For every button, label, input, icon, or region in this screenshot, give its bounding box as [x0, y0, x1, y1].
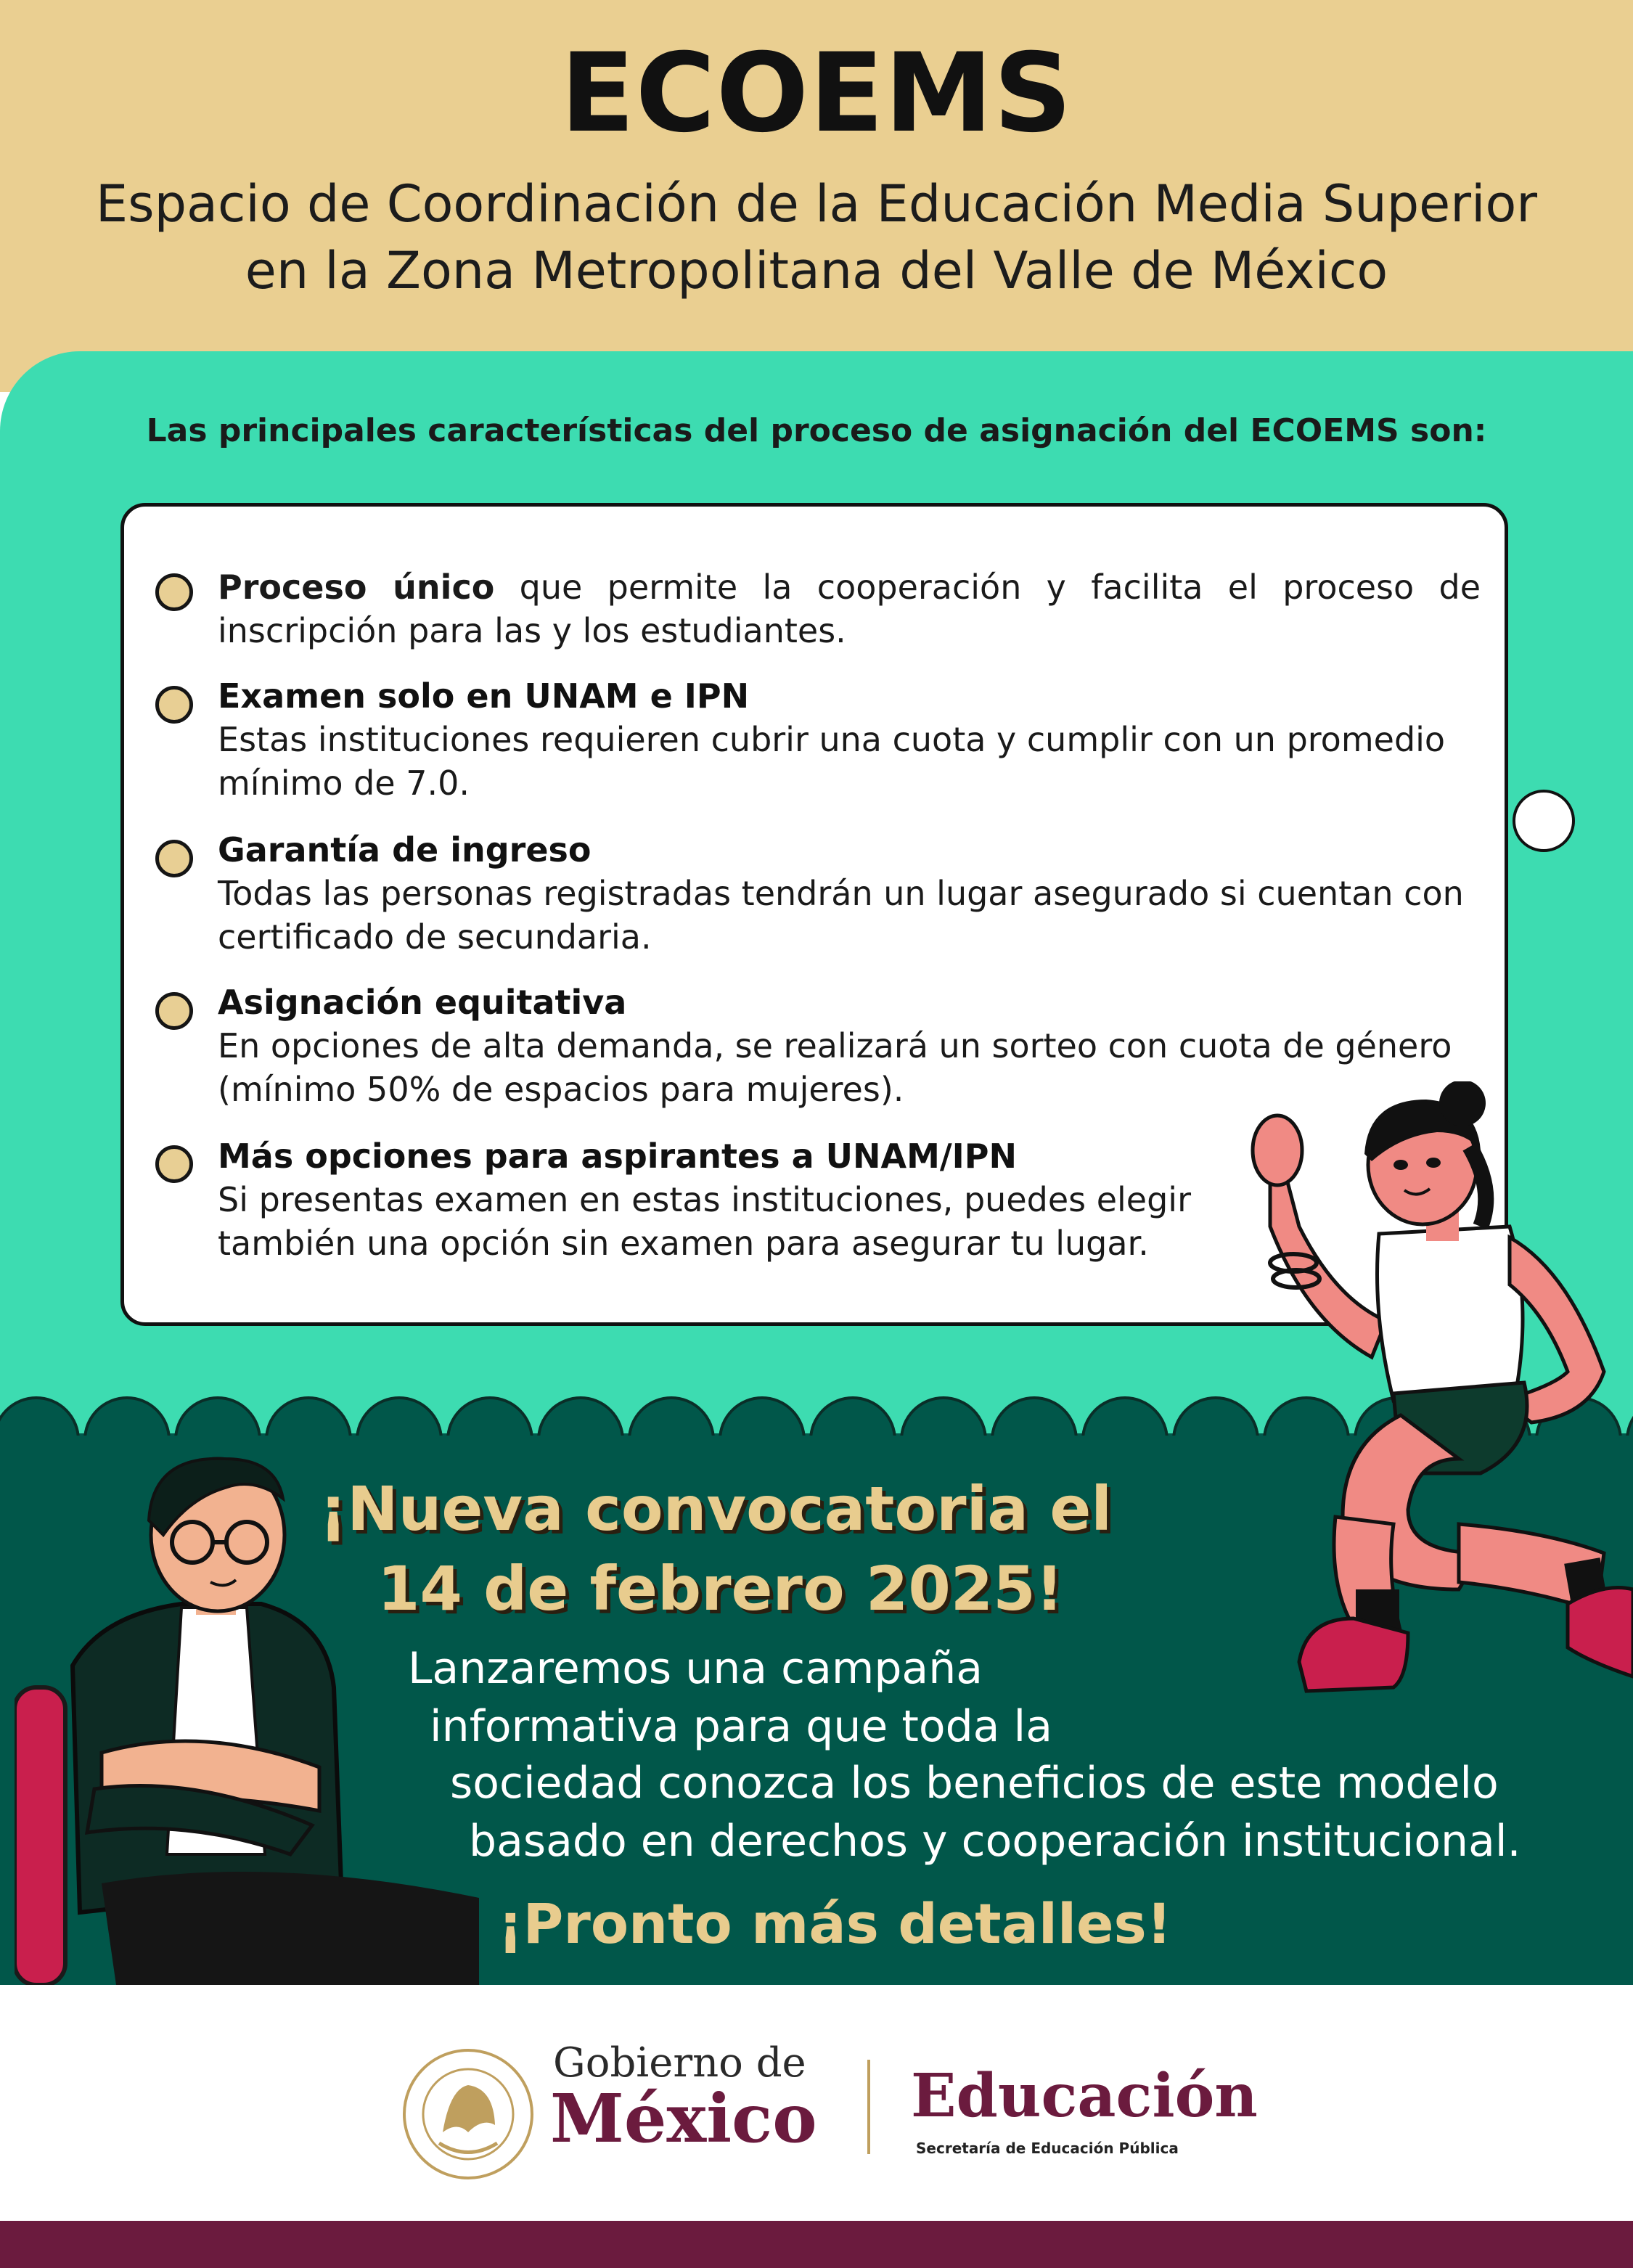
government-logo-line-2: México: [550, 2079, 817, 2158]
feature-item-1-line-2: inscripción para las y los estudiantes.: [218, 611, 846, 650]
footer-color-bar: [0, 2221, 1633, 2268]
bullet-icon: [155, 992, 193, 1030]
national-seal-icon: [399, 2045, 537, 2183]
feature-item-4-title: Asignación equitativa: [218, 983, 627, 1022]
feature-item-5-line-2: también una opción sin examen para asegurar tu lugar.: [218, 1224, 1149, 1263]
feature-item-4-line-1: En opciones de alta demanda, se realizará un sorteo con cuota de género: [218, 1026, 1452, 1065]
education-logo-subtitle: Secretaría de Educación Pública: [916, 2140, 1179, 2157]
campaign-line-1: Lanzaremos una campaña: [408, 1643, 983, 1694]
announcement-line-1: ¡Nueva convocatoria el: [319, 1473, 1113, 1544]
government-logo-line-1: Gobierno de: [553, 2039, 806, 2087]
campaign-line-4: basado en derechos y cooperación institucional.: [469, 1816, 1521, 1867]
bullet-icon: [155, 686, 193, 724]
features-intro: Las principales características del proceso de asignación del ECOEMS son:: [146, 412, 1487, 449]
subtitle-line-1: Espacio de Coordinación de la Educación Media Superior: [95, 174, 1538, 234]
feature-item-2-line-1: Estas instituciones requieren cubrir una cuota y cumplir con un promedio: [218, 720, 1446, 759]
feature-item-1-text: que permite la cooperación y facilita el proceso de: [519, 568, 1481, 607]
education-logo-title: Educación: [911, 2061, 1258, 2131]
campaign-line-3: sociedad conozca los beneficios de este modelo: [450, 1758, 1499, 1809]
feature-item-5-title: Más opciones para aspirantes a UNAM/IPN: [218, 1137, 1018, 1176]
footer-divider: [867, 2060, 870, 2154]
feature-item-4-line-2: (mínimo 50% de espacios para mujeres).: [218, 1070, 904, 1109]
campaign-line-2: informativa para que toda la: [430, 1701, 1052, 1752]
page-title: ECOEMS: [560, 30, 1073, 157]
feature-item-2-line-2: mínimo de 7.0.: [218, 763, 470, 803]
feature-item-1-line-1: [218, 568, 1481, 607]
feature-item-5-line-1: Si presentas examen en estas instituciones, puedes elegir: [218, 1180, 1191, 1219]
feature-item-3-line-2: certificado de secundaria.: [218, 917, 652, 957]
bullet-icon: [155, 1145, 193, 1183]
girl-illustration: [1227, 1081, 1633, 1720]
feature-item-1-title: Proceso único: [218, 568, 495, 607]
subtitle-line-2: en la Zona Metropolitana del Valle de México: [245, 241, 1388, 300]
more-details-callout: ¡Pronto más detalles!: [498, 1891, 1172, 1956]
bullet-icon: [155, 840, 193, 877]
feature-item-3-line-1: Todas las personas registradas tendrán un lugar asegurado si cuentan con: [218, 874, 1464, 913]
bullet-icon: [155, 573, 193, 611]
feature-item-2-title: Examen solo en UNAM e IPN: [218, 676, 750, 716]
feature-item-3-title: Garantía de ingreso: [218, 830, 592, 869]
card-knob-circle: [1513, 790, 1575, 852]
announcement-line-2: 14 de febrero 2025!: [377, 1553, 1063, 1624]
